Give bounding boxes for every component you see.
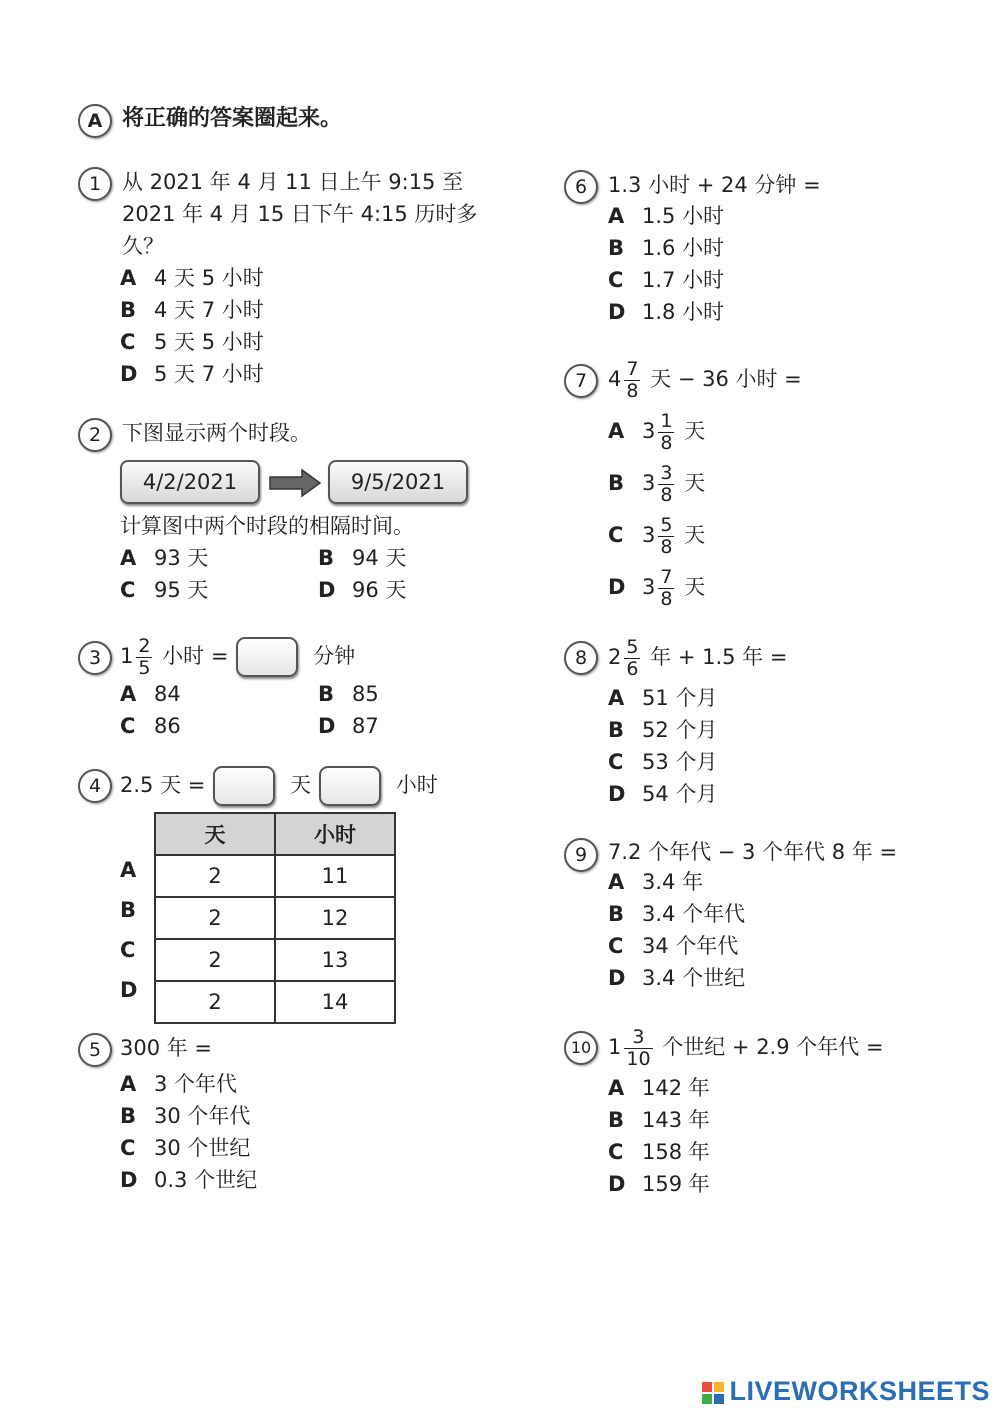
- q4-days-box[interactable]: [213, 766, 275, 806]
- q10-option-c[interactable]: C 158 年: [608, 1140, 710, 1164]
- table-row[interactable]: 2 14: [155, 981, 395, 1023]
- q3-option-a[interactable]: A 84: [120, 682, 181, 706]
- table-row[interactable]: 2 12: [155, 897, 395, 939]
- q6-option-d[interactable]: D 1.8 小时: [608, 300, 725, 324]
- q4-row-label-a: A: [120, 858, 137, 882]
- q9-option-d[interactable]: D 3.4 个世纪: [608, 966, 746, 990]
- question-number-5: 5: [78, 1033, 112, 1067]
- q2-option-b[interactable]: B 94 天: [318, 546, 407, 570]
- question-number-1: 1: [78, 167, 112, 201]
- q2-option-c[interactable]: C 95 天: [120, 578, 209, 602]
- q3-expression: 1 $\frac{2}{5}$ 小时 = 分钟: [120, 634, 356, 679]
- q4-row-label-c: C: [120, 938, 136, 962]
- q10-option-d[interactable]: D 159 年: [608, 1172, 710, 1196]
- q1-text-line3: 久？: [122, 234, 164, 258]
- q1-option-c[interactable]: C 5 天 5 小时: [120, 330, 264, 354]
- q4-hours-box[interactable]: [319, 766, 381, 806]
- table-row[interactable]: 2 13: [155, 939, 395, 981]
- q6-option-b[interactable]: B 1.6 小时: [608, 236, 725, 260]
- q8-option-d[interactable]: D 54 个月: [608, 782, 718, 806]
- question-number-7: 7: [564, 364, 598, 398]
- q4-header-days: 天: [155, 813, 275, 855]
- q2-text2: 计算图中两个时段的相隔时间。: [120, 514, 414, 538]
- q9-option-a[interactable]: A 3.4 年: [608, 870, 704, 894]
- q4-header-hours: 小时: [275, 813, 395, 855]
- question-number-9: 9: [564, 838, 598, 872]
- q9-option-c[interactable]: C 34 个年代: [608, 934, 739, 958]
- q5-text: 300 年 =: [120, 1036, 213, 1060]
- q4-row-label-b: B: [120, 898, 137, 922]
- end-date-box: 9/5/2021: [328, 460, 468, 504]
- q1-option-b[interactable]: B 4 天 7 小时: [120, 298, 264, 322]
- question-number-4: 4: [78, 769, 112, 803]
- q1-text-line1: 从 2021 年 4 月 11 日上午 9:15 至: [122, 170, 464, 194]
- q9-text: 7.2 个年代 − 3 个年代 8 年 =: [608, 840, 898, 864]
- q5-option-d[interactable]: D 0.3 个世纪: [120, 1168, 258, 1192]
- section-letter-badge: A: [78, 104, 112, 138]
- q8-option-a[interactable]: A 51 个月: [608, 686, 718, 710]
- q8-fraction: $\frac{5}{6}$: [626, 635, 639, 680]
- q1-option-a[interactable]: A 4 天 5 小时: [120, 266, 264, 290]
- q4-options-table: [154, 812, 396, 1024]
- q3-fraction: $\frac{2}{5}$: [138, 634, 151, 679]
- question-number-8: 8: [564, 641, 598, 675]
- q3-option-d[interactable]: D 87: [318, 714, 379, 738]
- q7-option-d[interactable]: D 3 $\frac{7}{8}$ 天: [608, 565, 706, 610]
- q3-option-c[interactable]: C 86: [120, 714, 181, 738]
- q3-option-b[interactable]: B 85: [318, 682, 379, 706]
- q2-text: 下图显示两个时段。: [122, 421, 311, 445]
- arrow-right-icon: [268, 468, 322, 498]
- q8-option-b[interactable]: B 52 个月: [608, 718, 718, 742]
- question-number-2: 2: [78, 418, 112, 452]
- q6-option-a[interactable]: A 1.5 小时: [608, 204, 725, 228]
- q10-fraction: $\frac{3}{10}$: [626, 1025, 651, 1070]
- q8-expression: 2 $\frac{5}{6}$ 年 + 1.5 年 =: [608, 635, 788, 680]
- q2-option-a[interactable]: A 93 天: [120, 546, 209, 570]
- question-number-10: 10: [564, 1031, 598, 1065]
- q7-option-b[interactable]: B 3 $\frac{3}{8}$ 天: [608, 461, 706, 506]
- q8-option-c[interactable]: C 53 个月: [608, 750, 718, 774]
- q1-option-d[interactable]: D 5 天 7 小时: [120, 362, 264, 386]
- q6-option-c[interactable]: C 1.7 小时: [608, 268, 725, 292]
- q5-option-a[interactable]: A 3 个年代: [120, 1072, 238, 1096]
- logo-text: LIVEWORKSHEETS: [729, 1376, 990, 1406]
- q4-expression: 2.5 天 = 天 小时: [120, 764, 438, 806]
- q7-expression: 4 $\frac{7}{8}$ 天 − 36 小时 =: [608, 357, 802, 402]
- question-number-6: 6: [564, 170, 598, 204]
- section-instruction: 将正确的答案圈起来。: [122, 106, 343, 131]
- q6-text: 1.3 小时 + 24 分钟 =: [608, 173, 821, 197]
- q4-row-label-d: D: [120, 978, 138, 1002]
- q7-option-a[interactable]: A 3 $\frac{1}{8}$ 天: [608, 409, 706, 454]
- q10-expression: 1 $\frac{3}{10}$ 个世纪 + 2.9 个年代 =: [608, 1025, 884, 1070]
- start-date-box: 4/2/2021: [120, 460, 260, 504]
- table-row[interactable]: 2 11: [155, 855, 395, 897]
- q10-option-b[interactable]: B 143 年: [608, 1108, 710, 1132]
- q5-option-b[interactable]: B 30 个年代: [120, 1104, 251, 1128]
- q9-option-b[interactable]: B 3.4 个年代: [608, 902, 746, 926]
- question-number-3: 3: [78, 641, 112, 675]
- liveworksheets-logo[interactable]: [701, 1376, 990, 1407]
- q2-option-d[interactable]: D 96 天: [318, 578, 407, 602]
- q7-option-c[interactable]: C 3 $\frac{5}{8}$ 天: [608, 513, 706, 558]
- liveworksheets-logo-icon: [701, 1381, 725, 1405]
- q5-option-c[interactable]: C 30 个世纪: [120, 1136, 251, 1160]
- q3-answer-box[interactable]: [236, 637, 298, 677]
- q10-option-a[interactable]: A 142 年: [608, 1076, 710, 1100]
- q7-fraction: $\frac{7}{8}$: [626, 357, 639, 402]
- q1-text-line2: 2021 年 4 月 15 日下午 4:15 历时多: [122, 202, 478, 226]
